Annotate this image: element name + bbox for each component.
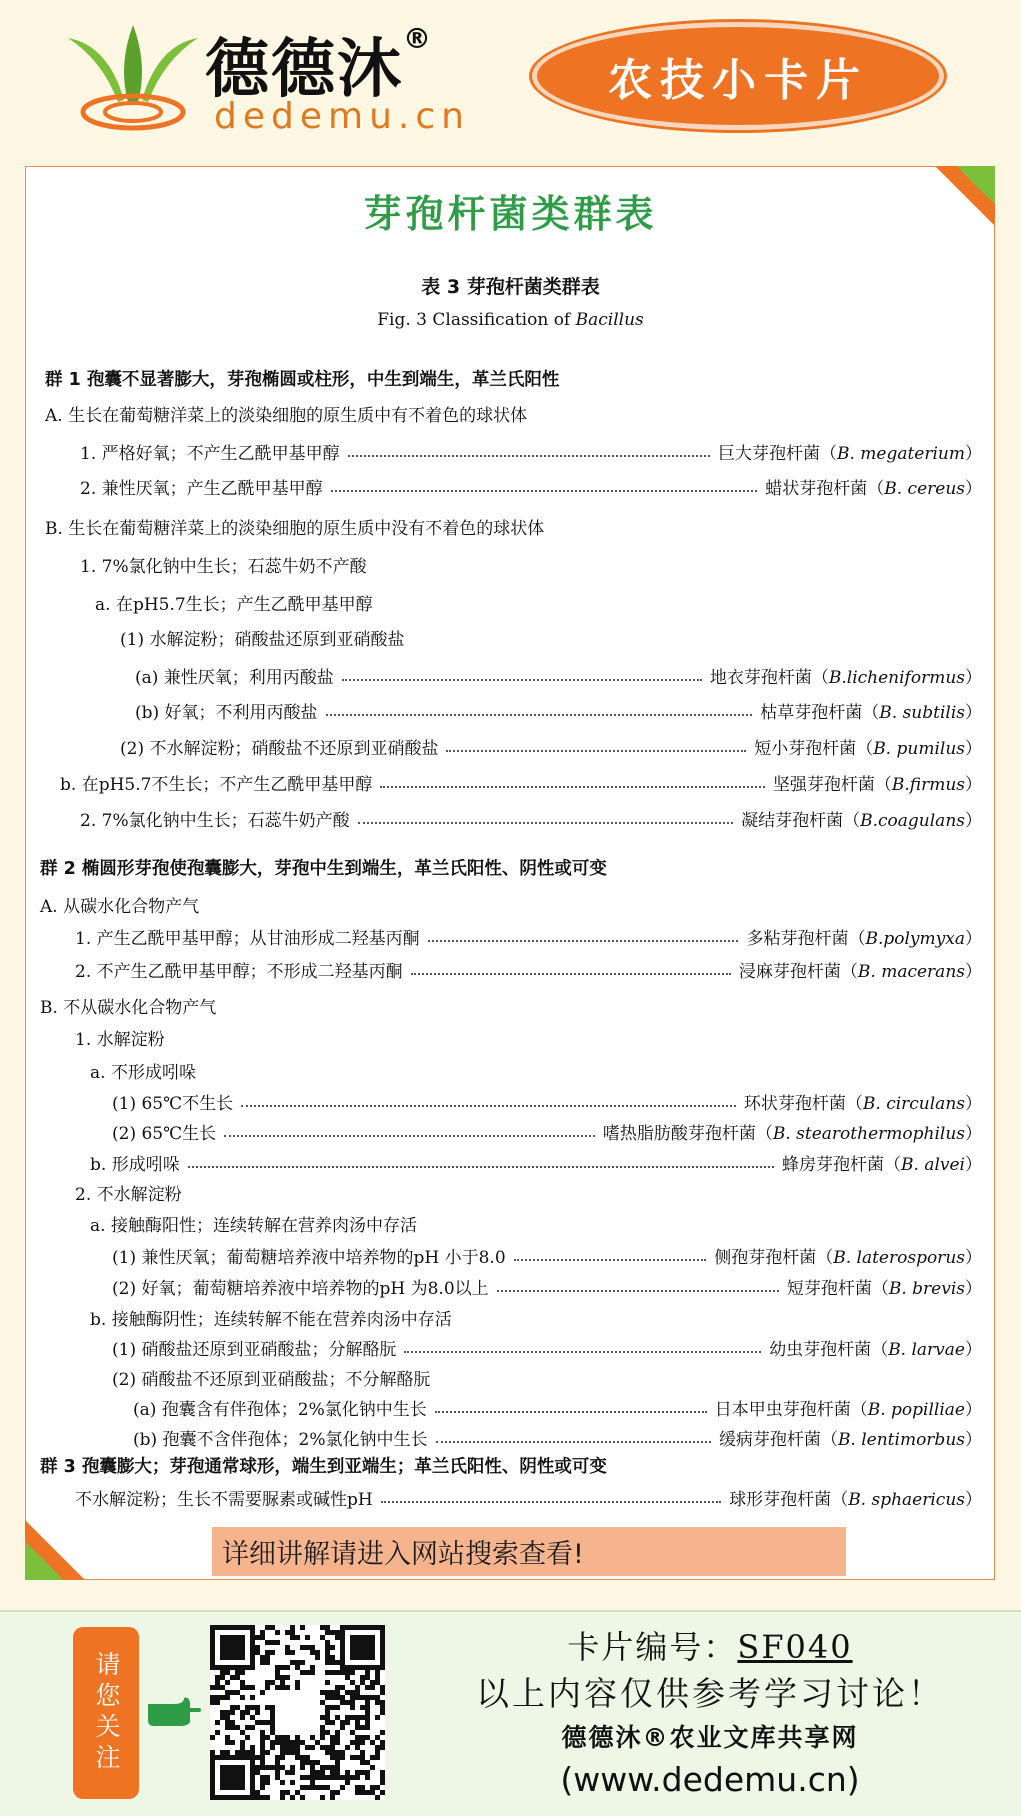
row-criterion: a. 在pH5.7生长；产生乙酰甲基甲醇 (95, 594, 373, 615)
row-criterion: (1) 水解淀粉；硝酸盐还原到亚硝酸盐 (120, 629, 405, 650)
species-name: 球形芽孢杆菌（B. sphaericus） (729, 1489, 982, 1510)
qr-code[interactable] (210, 1625, 385, 1800)
dot-leader (342, 669, 702, 681)
table-row (0, 921, 982, 951)
row-criterion: 群 3 孢囊膨大；芽孢通常球形，端生到亚端生；革兰氏阳性、阴性或可变 (40, 1456, 607, 1477)
row-criterion: 1. 产生乙酰甲基甲醇；从甘油形成二羟基丙酮 (75, 928, 420, 949)
species-name: 巨大芽孢杆菌（B. megaterium） (717, 443, 982, 464)
row-criterion: (2) 好氧；葡萄糖培养液中培养物的pH 为8.0以上 (112, 1278, 489, 1299)
table-row (0, 695, 982, 725)
species-name: 短小芽孢杆菌（B. pumilus） (754, 738, 982, 759)
row-criterion: A. 生长在葡萄糖洋菜上的淡染细胞的原生质中有不着色的球状体 (45, 405, 528, 426)
row-criterion: (1) 65℃不生长 (112, 1093, 234, 1114)
species-name: 短芽孢杆菌（B. brevis） (786, 1278, 982, 1299)
dot-leader (436, 1431, 711, 1443)
row-criterion: 2. 7%氯化钠中生长；石蕊牛奶产酸 (80, 810, 350, 831)
table-row (0, 471, 982, 501)
table-row (0, 436, 982, 466)
species-name: 嗜热脂肪酸芽孢杆菌（B. stearothermophilus） (602, 1123, 982, 1144)
species-name: 侧孢芽孢杆菌（B. laterosporus） (714, 1247, 982, 1268)
site-url[interactable]: (www.dedemu.cn) (560, 1760, 860, 1799)
group-heading (0, 363, 982, 393)
brand-url: dedemu.cn (214, 96, 470, 137)
table-row (0, 731, 982, 761)
table-caption-cn: 表 3 芽孢杆菌类群表 (421, 276, 600, 298)
species-name: 地衣芽孢杆菌（B.licheniformus） (709, 667, 982, 688)
table-row (0, 1055, 982, 1085)
card-number: 卡片编号：SF040 (567, 1628, 853, 1666)
row-criterion: 2. 兼性厌氧；产生乙酰甲基甲醇 (80, 478, 323, 499)
table-row (0, 1271, 982, 1301)
card-title: 芽孢杆菌类群表 (363, 192, 658, 236)
table-row (0, 1177, 982, 1207)
table-row (0, 660, 982, 690)
species-name: 幼虫芽孢杆菌（B. larvae） (769, 1339, 982, 1360)
pointing-hand-icon (144, 1690, 202, 1730)
table-row (0, 1116, 982, 1146)
dot-leader (224, 1125, 595, 1137)
table-row (0, 803, 982, 833)
species-name: 缓病芽孢杆菌（B. lentimorbus） (718, 1429, 982, 1450)
row-criterion: (2) 65℃生长 (112, 1123, 217, 1144)
row-criterion: 2. 不产生乙酰甲基甲醇；不形成二羟基丙酮 (75, 961, 403, 982)
dot-leader (497, 1280, 779, 1292)
dot-leader (380, 776, 764, 788)
table-row (0, 549, 982, 579)
species-name: 多粘芽孢杆菌（B.polymyxa） (746, 928, 982, 949)
row-criterion: 1. 7%氯化钠中生长；石蕊牛奶不产酸 (80, 556, 367, 577)
table-row (0, 889, 982, 919)
group-heading (0, 1450, 982, 1480)
table-row (0, 1482, 982, 1512)
table-row (0, 1392, 982, 1422)
row-criterion: (b) 好氧；不利用丙酸盐 (135, 702, 318, 723)
cta-banner: 详细讲解请进入网站搜索查看! (212, 1527, 846, 1576)
dot-leader (326, 704, 753, 716)
species-name: 环状芽孢杆菌（B. circulans） (743, 1093, 982, 1114)
table-caption-en: Fig. 3 Classification of Bacillus (377, 310, 644, 330)
row-criterion: a. 不形成吲哚 (90, 1062, 196, 1083)
table-row (0, 1147, 982, 1177)
dot-leader (358, 812, 734, 824)
table-row (0, 767, 982, 797)
table-row (0, 1208, 982, 1238)
table-row (0, 1022, 982, 1052)
row-criterion: 不水解淀粉；生长不需要脲素或碱性pH (75, 1489, 373, 1510)
dot-leader (428, 930, 739, 942)
dot-leader (446, 740, 746, 752)
dot-leader (331, 480, 758, 492)
row-criterion: (2) 不水解淀粉；硝酸盐不还原到亚硝酸盐 (120, 738, 439, 759)
table-row (0, 587, 982, 617)
row-criterion: 1. 水解淀粉 (75, 1029, 165, 1050)
card-type-badge (532, 22, 944, 130)
dot-leader (348, 445, 710, 457)
row-criterion: b. 形成吲哚 (90, 1154, 180, 1175)
dot-leader (435, 1401, 707, 1413)
row-criterion: 群 2 椭圆形芽孢使孢囊膨大，芽孢中生到端生，革兰氏阳性、阴性或可变 (40, 858, 607, 879)
registered-mark: ® (403, 22, 433, 55)
row-criterion: (1) 硝酸盐还原到亚硝酸盐；分解酪朊 (112, 1339, 397, 1360)
row-criterion: A. 从碳水化合物产气 (40, 896, 200, 917)
row-criterion: (2) 硝酸盐不还原到亚硝酸盐；不分解酪朊 (112, 1369, 431, 1390)
follow-button[interactable] (73, 1627, 139, 1799)
badge-label: 农技小卡片 (608, 55, 868, 106)
row-criterion: 群 1 孢囊不显著膨大，芽孢椭圆或柱形，中生到端生，革兰氏阳性 (45, 369, 560, 390)
row-criterion: (a) 孢囊含有伴孢体；2%氯化钠中生长 (133, 1399, 427, 1420)
row-criterion: b. 接触酶阴性；连续转解不能在营养肉汤中存活 (90, 1309, 452, 1330)
row-criterion: (b) 孢囊不含伴孢体；2%氯化钠中生长 (133, 1429, 428, 1450)
table-row (0, 1332, 982, 1362)
brand-name: 德德沐® (205, 22, 433, 107)
row-criterion: 2. 不水解淀粉 (75, 1184, 182, 1205)
row-criterion: (a) 兼性厌氧；利用丙酸盐 (135, 667, 334, 688)
row-criterion: B. 生长在葡萄糖洋菜上的淡染细胞的原生质中没有不着色的球状体 (45, 518, 545, 539)
dot-leader (411, 963, 731, 975)
site-name: 德德沐®农业文库共享网 (561, 1723, 859, 1752)
table-row (0, 1086, 982, 1116)
group-heading (0, 852, 982, 882)
species-name: 凝结芽孢杆菌（B.coagulans） (741, 810, 982, 831)
dot-leader (188, 1156, 774, 1168)
table-row (0, 954, 982, 984)
table-row (0, 1240, 982, 1270)
species-name: 日本甲虫芽孢杆菌（B. popilliae） (714, 1399, 982, 1420)
species-name: 浸麻芽孢杆菌（B. macerans） (738, 961, 982, 982)
table-row (0, 511, 982, 541)
table-row (0, 1362, 982, 1392)
species-name: 蜡状芽孢杆菌（B. cereus） (765, 478, 982, 499)
follow-label: 请您关注 (92, 1651, 121, 1775)
row-criterion: a. 接触酶阳性；连续转解在营养肉汤中存活 (90, 1215, 417, 1236)
table-row (0, 622, 982, 652)
row-criterion: B. 不从碳水化合物产气 (40, 997, 217, 1018)
species-name: 坚强芽孢杆菌（B.firmus） (772, 774, 982, 795)
table-row (0, 398, 982, 428)
table-row (0, 990, 982, 1020)
corner-leaf-icon (25, 1520, 85, 1580)
table-row (0, 1422, 982, 1452)
row-criterion: 1. 严格好氧；不产生乙酰甲基甲醇 (80, 443, 340, 464)
dot-leader (241, 1095, 736, 1107)
dot-leader (381, 1491, 721, 1503)
brand-logo-icon (58, 20, 208, 135)
table-row (0, 1302, 982, 1332)
species-name: 枯草芽孢杆菌（B. subtilis） (760, 702, 982, 723)
row-criterion: (1) 兼性厌氧；葡萄糖培养液中培养物的pH 小于8.0 (112, 1247, 506, 1268)
row-criterion: b. 在pH5.7不生长；不产生乙酰甲基甲醇 (60, 774, 373, 795)
species-name: 蜂房芽孢杆菌（B. alvei） (782, 1154, 982, 1175)
disclaimer: 以上内容仅供参考学习讨论！ (476, 1674, 944, 1713)
dot-leader (404, 1341, 761, 1353)
dot-leader (514, 1249, 707, 1261)
